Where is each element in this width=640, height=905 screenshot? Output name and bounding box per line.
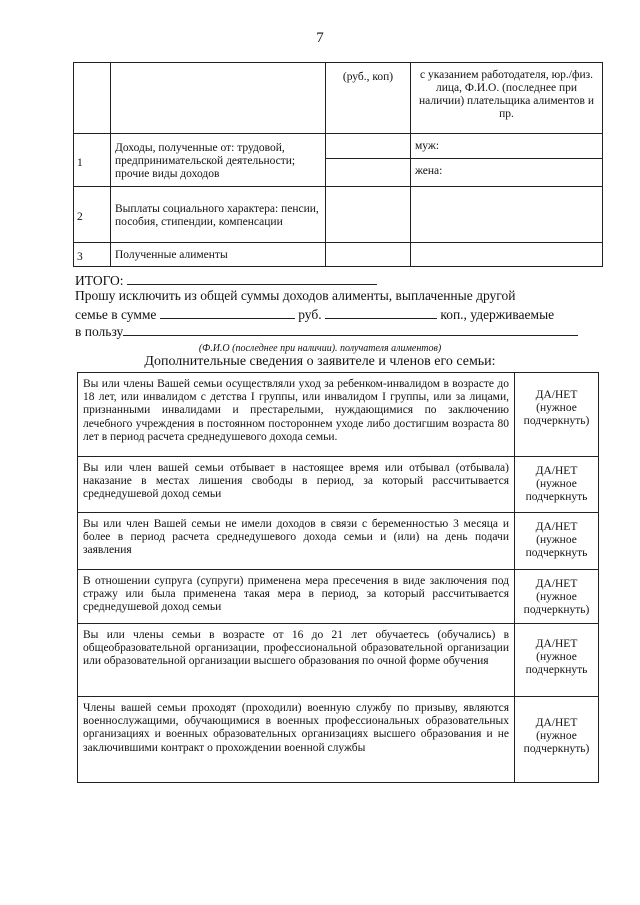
beneficiary-label: в пользу xyxy=(75,324,124,339)
row-number: 2 xyxy=(74,187,111,243)
table-row xyxy=(78,624,599,697)
source-cell[interactable] xyxy=(411,243,603,267)
amount-cell[interactable] xyxy=(326,187,411,243)
section-title: Дополнительные сведения о заявителе и членов его семьи: xyxy=(144,354,496,369)
rub-label: руб. xyxy=(298,307,322,322)
question-text: Вы или член Вашей семьи не имели доходов в связи с беременностью 3 месяца и более в период расчета среднедушевого дохода семьи и (или) на день подачи заявления xyxy=(78,513,515,570)
amount-cell[interactable] xyxy=(326,243,411,267)
income-wife-label: жена: xyxy=(411,159,603,187)
income-husband-label: муж: xyxy=(411,134,603,159)
amount-cell-husband[interactable] xyxy=(326,134,411,159)
beneficiary-caption: (Ф.И.О (последнее при наличии). получателя алиментов) xyxy=(198,343,442,354)
answer-choice[interactable]: ДА/НЕТ (нужное подчеркнуть) xyxy=(515,697,599,783)
exclude-line-3 xyxy=(75,321,605,338)
row-label: Доходы, полученные от: трудовой, предпринимательской деятельности; прочие виды доходов xyxy=(111,134,326,187)
table-row xyxy=(74,134,603,159)
table-row xyxy=(78,513,599,570)
table-row xyxy=(78,570,599,624)
table-row xyxy=(78,373,599,457)
answer-choice[interactable]: ДА/НЕТ (нужное подчеркнуть) xyxy=(515,570,599,624)
total-label: ИТОГО: xyxy=(75,273,124,288)
question-text: Вы или член вашей семьи отбывает в настоящее время или отбывал (отбывала) наказание в местах лишения свободы в период, за который рассчитывается среднедушевой доход семьи xyxy=(78,457,515,513)
question-text: Члены вашей семьи проходят (проходили) военную службу по призыву, являются военнослужащими, обучающимися в военных профессиональных образовательных организациях и военных образовательных организациях высшего образования и не заключившими контракт о прохождении военной службы xyxy=(78,697,515,783)
question-text: Вы или члены Вашей семьи осуществляли уход за ребенком-инвалидом в возрасте до 18 лет, или инвалидом с детства I группы, или инвалидом I группы, или за лицами, признанными инвалидами и престарелыми, нуждающимися по заключению лечебного учреждения в постоянном постороннем уходе либо достигшим возраста 80 лет в период расчета среднедушевого дохода семьи. xyxy=(78,373,515,457)
table-row xyxy=(74,243,603,267)
amount-cell-wife[interactable] xyxy=(326,159,411,187)
beneficiary-field[interactable] xyxy=(123,321,578,336)
answer-choice[interactable]: ДА/НЕТ (нужное подчеркнуть) xyxy=(515,373,599,457)
answer-choice[interactable]: ДА/НЕТ (нужное подчеркнуть xyxy=(515,513,599,570)
header-label-cell xyxy=(111,63,326,134)
row-number: 3 xyxy=(74,243,111,267)
additional-info-table xyxy=(77,372,599,783)
question-text: В отношении супруга (супруги) применена мера пресечения в виде заключения под стражу или была применена такая мера в период, за который рассчитывается среднедушевой доход семьи xyxy=(78,570,515,624)
kop-label: коп., удерживаемые xyxy=(440,307,555,322)
header-amount: (руб., коп) xyxy=(326,63,411,134)
exclude-line-1: Прошу исключить из общей суммы доходов алименты, выплаченные другой xyxy=(75,288,516,303)
table-row xyxy=(74,187,603,243)
header-num-cell xyxy=(74,63,111,134)
answer-choice[interactable]: ДА/НЕТ (нужное подчеркнуть xyxy=(515,457,599,513)
row-label: Выплаты социального характера: пенсии, пособия, стипендии, компенсации xyxy=(111,187,326,243)
exclude-line-2 xyxy=(75,304,605,321)
rub-field[interactable] xyxy=(160,304,295,319)
total-line xyxy=(75,270,605,287)
row-label: Полученные алименты xyxy=(111,243,326,267)
income-table-header xyxy=(74,63,603,134)
total-field[interactable] xyxy=(127,270,377,285)
kop-field[interactable] xyxy=(325,304,437,319)
summary-block xyxy=(75,270,605,338)
page-number: 7 xyxy=(316,30,324,46)
table-row xyxy=(78,457,599,513)
answer-choice[interactable]: ДА/НЕТ (нужное подчеркнуть xyxy=(515,624,599,697)
question-text: Вы или члены семьи в возрасте от 16 до 21 лет обучаетесь (обучались) в общеобразовательной организации, профессиональной образовательной организации или образовательной организации высшего образования по очной форме обучения xyxy=(78,624,515,697)
header-source: с указанием работодателя, юр./физ. лица, Ф.И.О. (последнее при наличии) плательщика алиментов и пр. xyxy=(411,63,603,134)
row-number: 1 xyxy=(74,134,111,187)
source-cell[interactable] xyxy=(411,187,603,243)
table-row xyxy=(78,697,599,783)
income-table xyxy=(73,62,603,267)
exclude-sum-label: семье в сумме xyxy=(75,307,157,322)
